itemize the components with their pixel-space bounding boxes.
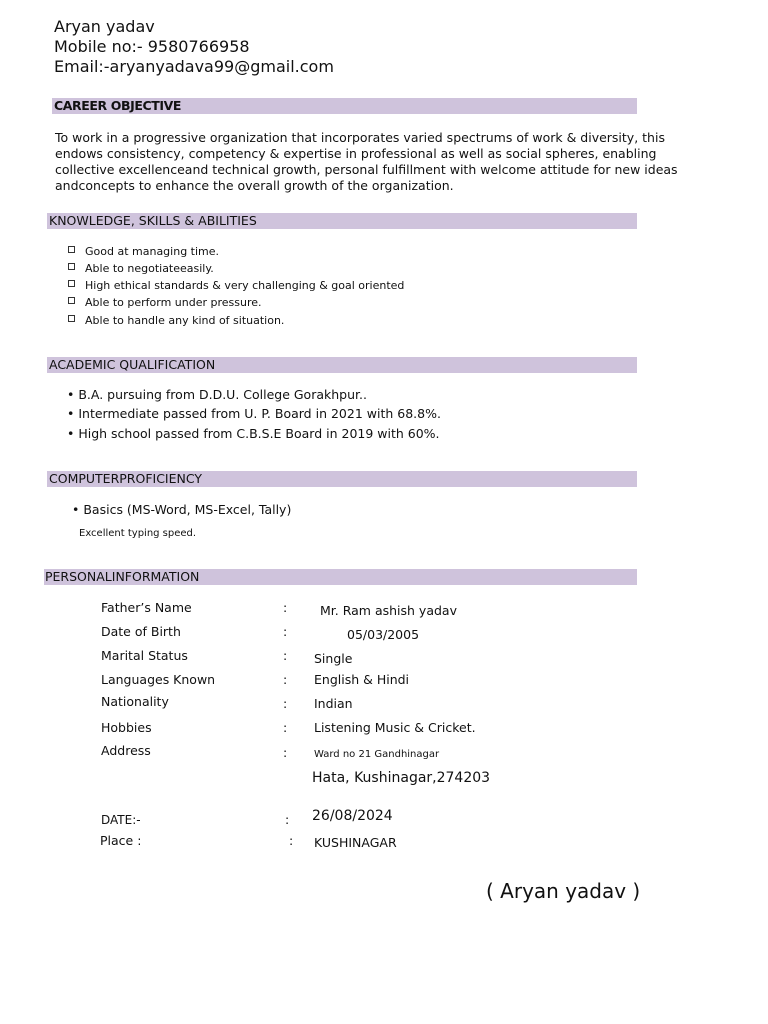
- personal-heading: PERSONALINFORMATION: [45, 569, 200, 584]
- colon: :: [283, 648, 288, 663]
- colon: :: [285, 812, 290, 827]
- academic-bar: [47, 357, 637, 373]
- label-date: DATE:-: [101, 813, 141, 827]
- label-fathers-name: Father’s Name: [101, 600, 192, 615]
- academic-heading: ACADEMIC QUALIFICATION: [49, 357, 216, 372]
- label-hobbies: Hobbies: [101, 720, 152, 735]
- label-marital-status: Marital Status: [101, 648, 188, 663]
- typing-speed: Excellent typing speed.: [79, 528, 197, 539]
- skills-bar: [47, 213, 637, 229]
- computer-heading: COMPUTERPROFICIENCY: [49, 471, 203, 486]
- value-marital-status: Single: [314, 651, 353, 666]
- skills-heading: KNOWLEDGE, SKILLS & ABILITIES: [49, 213, 257, 228]
- list-item: • B.A. pursuing from D.D.U. College Gorakhpur..: [67, 387, 367, 402]
- career-objective-text: To work in a progressive organization that incorporates varied spectrums of work & diversity, this endows consistency, competency & expertise in professional as well as social spheres, enabling collective excellenceand technical growth, personal fulfillment with welcome attitude for new ideas andconcepts to enhance the overall growth of the organization.: [55, 130, 678, 193]
- value-place: KUSHINAGAR: [314, 835, 397, 850]
- value-address-line2: Hata, Kushinagar,274203: [312, 770, 491, 786]
- square-bullet-icon: [68, 297, 75, 304]
- value-fathers-name: Mr. Ram ashish yadav: [320, 603, 457, 618]
- colon: :: [283, 696, 288, 711]
- colon: :: [283, 745, 288, 760]
- list-item: Able to perform under pressure.: [68, 296, 262, 310]
- value-languages-known: English & Hindi: [314, 672, 410, 687]
- square-bullet-icon: [68, 246, 75, 253]
- career-objective-heading: CAREER OBJECTIVE: [54, 98, 182, 113]
- value-nationality: Indian: [314, 696, 353, 711]
- list-item: Able to handle any kind of situation.: [68, 314, 284, 328]
- personal-bar: [44, 569, 637, 585]
- square-bullet-icon: [68, 280, 75, 287]
- mobile-number: Mobile no:- 9580766958: [54, 37, 250, 56]
- colon: :: [283, 600, 288, 615]
- list-item: High ethical standards & very challenging & goal oriented: [68, 279, 404, 293]
- colon: :: [289, 833, 294, 848]
- label-address: Address: [101, 743, 151, 758]
- value-address-line1: Ward no 21 Gandhinagar: [314, 749, 440, 760]
- signature: ( Aryan yadav ): [486, 879, 641, 903]
- candidate-name: Aryan yadav: [54, 17, 155, 36]
- colon: :: [283, 672, 288, 687]
- label-languages-known: Languages Known: [101, 672, 216, 687]
- label-place: Place :: [100, 833, 142, 848]
- career-objective-bar: [52, 98, 637, 114]
- computer-basics: • Basics (MS-Word, MS-Excel, Tally): [72, 502, 292, 517]
- list-item: Able to negotiateeasily.: [68, 262, 214, 276]
- list-item: • High school passed from C.B.S.E Board in 2019 with 60%.: [67, 426, 440, 441]
- computer-bar: [47, 471, 637, 487]
- email-address: Email:-aryanyadava99@gmail.com: [54, 57, 334, 76]
- value-date-of-birth: 05/03/2005: [347, 627, 420, 642]
- square-bullet-icon: [68, 263, 75, 270]
- label-nationality: Nationality: [101, 694, 169, 709]
- value-date: 26/08/2024: [312, 808, 393, 824]
- value-hobbies: Listening Music & Cricket.: [314, 720, 476, 735]
- list-item: • Intermediate passed from U. P. Board in 2021 with 68.8%.: [67, 406, 441, 421]
- colon: :: [283, 624, 288, 639]
- square-bullet-icon: [68, 315, 75, 322]
- list-item: Good at managing time.: [68, 245, 219, 259]
- label-date-of-birth: Date of Birth: [101, 624, 181, 639]
- colon: :: [283, 720, 288, 735]
